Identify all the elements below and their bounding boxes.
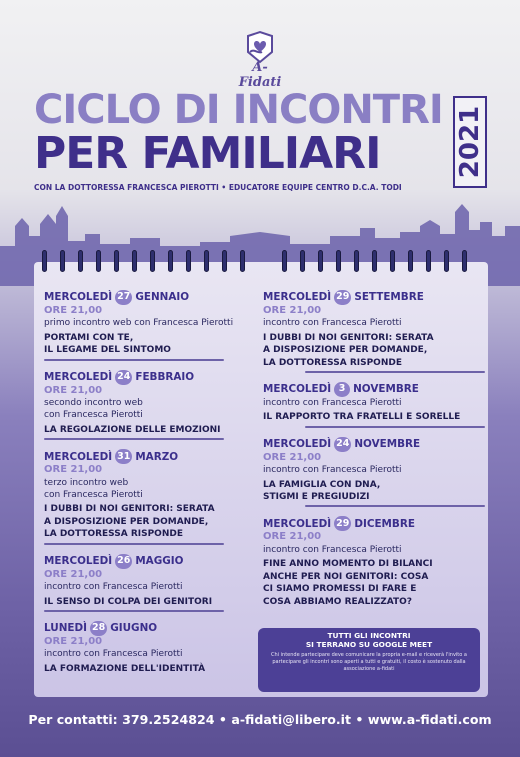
calendar-ring: [186, 250, 191, 272]
heart-hands-icon: [240, 30, 280, 64]
page-title-line1: CICLO DI INCONTRI: [34, 87, 443, 133]
event-description: secondo incontro web: [44, 398, 143, 409]
calendar-ring: [78, 250, 83, 272]
event-description: incontro con Francesca Pierotti: [263, 318, 402, 329]
event-description: incontro con Francesca Pierotti: [44, 582, 183, 593]
event-topic: [44, 332, 254, 357]
event-topic: [44, 503, 254, 540]
event-day-number: 26: [115, 554, 132, 569]
event-weekday: MERCOLEDÌ: [263, 291, 332, 304]
calendar-ring: [204, 250, 209, 272]
event-item: [44, 370, 254, 441]
event-topic: [44, 663, 254, 675]
event-date: [263, 382, 485, 397]
event-description: incontro con Francesca Pierotti: [263, 398, 402, 409]
calendar-ring: [462, 250, 467, 272]
event-day-number: 28: [90, 621, 107, 636]
event-topic-line: STIGMI E PREGIUDIZI: [263, 492, 370, 503]
calendar-ring: [354, 250, 359, 272]
event-item: [44, 621, 254, 675]
event-topic-line: IL LEGAME DEL SINTOMO: [44, 345, 171, 356]
event-day-number: 29: [334, 290, 351, 305]
event-topic-line: LA DOTTORESSA RISPONDE: [44, 529, 183, 540]
event-topic-line: A DISPOSIZIONE PER DOMANDE,: [263, 345, 428, 356]
event-time: ORE 21,00: [44, 384, 103, 396]
logo-text: A-Fidati: [238, 60, 282, 90]
calendar-ring: [132, 250, 137, 272]
year-badge: [453, 96, 487, 188]
event-divider: [305, 426, 485, 428]
calendar-ring: [240, 250, 245, 272]
event-month: NOVEMBRE: [353, 383, 419, 396]
note-title-line2: SI TERRANO SU GOOGLE MEET: [305, 640, 433, 649]
calendar-ring: [390, 250, 395, 272]
event-date: [44, 449, 254, 464]
calendar-ring: [426, 250, 431, 272]
event-topic-line: I DUBBI DI NOI GENITORI: SERATA: [263, 332, 434, 343]
event-topic-line: FINE ANNO MOMENTO DI BILANCI: [263, 559, 433, 570]
event-divider: [305, 505, 485, 507]
events-right-column: [263, 290, 485, 617]
event-topic-line: LA FAMIGLIA CON DNA,: [263, 479, 381, 490]
subtitle: CON LA DOTTORESSA FRANCESCA PIEROTTI • EDUCATORE EQUIPE CENTRO D.C.A. TODI: [34, 183, 402, 192]
event-day-number: 31: [115, 449, 132, 464]
event-item: [44, 449, 254, 544]
event-month: GIUGNO: [110, 622, 158, 635]
event-date: [44, 554, 254, 569]
calendar-ring: [444, 250, 449, 272]
event-month: NOVEMBRE: [354, 438, 421, 451]
calendar-ring: [318, 250, 323, 272]
event-item: [263, 516, 485, 607]
event-time: ORE 21,00: [263, 451, 322, 463]
event-description: terzo incontro web: [44, 477, 129, 488]
event-topic: [263, 411, 485, 423]
event-day-number: 3: [334, 382, 350, 397]
calendar-ring: [168, 250, 173, 272]
calendar-ring: [114, 250, 119, 272]
page-title-line2: PER FAMILIARI: [34, 128, 381, 179]
year-text: 2021: [455, 105, 485, 179]
event-topic: [263, 558, 485, 608]
calendar-ring: [96, 250, 101, 272]
calendar-ring: [372, 250, 377, 272]
event-topic-line: LA REGOLAZIONE DELLE EMOZIONI: [44, 424, 221, 435]
event-topic-line: LA DOTTORESSA RISPONDE: [263, 357, 402, 368]
event-topic-line: ANCHE PER NOI GENITORI: COSA: [263, 571, 429, 582]
event-topic: [44, 424, 254, 436]
event-day-number: 27: [115, 290, 132, 305]
event-weekday: MERCOLEDÌ: [44, 291, 113, 304]
event-description: primo incontro web con Francesca Pierotti: [44, 318, 234, 329]
event-date: [44, 621, 254, 636]
calendar-ring: [60, 250, 65, 272]
event-description: incontro con Francesca Pierotti: [263, 544, 402, 555]
event-topic-line: LA FORMAZIONE DELL'IDENTITÀ: [44, 663, 206, 674]
event-day-number: 24: [115, 370, 132, 385]
event-day-number: 24: [334, 437, 351, 452]
event-weekday: MERCOLEDÌ: [44, 370, 113, 383]
event-description: incontro con Francesca Pierotti: [44, 649, 183, 660]
event-item: [44, 290, 254, 361]
event-item: [263, 437, 485, 508]
event-divider: [44, 438, 224, 440]
event-month: DICEMBRE: [354, 517, 415, 530]
event-date: [44, 290, 254, 305]
calendar-ring: [282, 250, 287, 272]
event-weekday: MERCOLEDÌ: [263, 438, 332, 451]
event-topic: [263, 332, 485, 369]
calendar-ring: [150, 250, 155, 272]
event-item: [44, 554, 254, 612]
event-description: con Francesca Pierotti: [44, 410, 143, 421]
event-weekday: MERCOLEDÌ: [44, 450, 113, 463]
event-day-number: 29: [334, 516, 351, 531]
event-month: MAGGIO: [135, 554, 184, 567]
event-topic-line: CI SIAMO PROMESSI DI FARE E: [263, 584, 417, 595]
event-topic-line: IL SENSO DI COLPA DEI GENITORI: [44, 596, 213, 607]
event-month: FEBBRAIO: [135, 370, 195, 383]
event-date: [263, 290, 485, 305]
calendar-ring: [300, 250, 305, 272]
event-time: ORE 21,00: [44, 635, 103, 647]
event-weekday: MERCOLEDÌ: [263, 517, 332, 530]
event-description: incontro con Francesca Pierotti: [263, 465, 402, 476]
event-weekday: MERCOLEDÌ: [44, 554, 113, 567]
note-title-line1: TUTTI GLI INCONTRI: [327, 631, 411, 640]
event-time: ORE 21,00: [263, 531, 322, 543]
event-weekday: LUNEDÌ: [44, 622, 87, 635]
logo: [232, 30, 288, 88]
event-topic-line: COSA ABBIAMO REALIZZATO?: [263, 596, 413, 607]
event-topic: [263, 479, 485, 504]
event-topic: [44, 596, 254, 608]
event-time: ORE 21,00: [263, 305, 322, 316]
event-time: ORE 21,00: [44, 464, 103, 476]
calendar-ring: [42, 250, 47, 272]
event-date: [44, 370, 254, 385]
event-date: [263, 437, 485, 452]
event-item: [263, 290, 485, 373]
event-topic-line: IL RAPPORTO TRA FRATELLI E SORELLE: [263, 412, 461, 423]
calendar-ring: [222, 250, 227, 272]
event-divider: [305, 371, 485, 373]
event-month: MARZO: [135, 450, 179, 463]
event-month: SETTEMBRE: [354, 291, 424, 304]
contacts-footer[interactable]: Per contatti: 379.2524824 • a-fidati@libero.it • www.a-fidati.com: [28, 712, 492, 727]
event-weekday: MERCOLEDÌ: [263, 383, 332, 396]
calendar-ring: [336, 250, 341, 272]
calendar-rings: [34, 250, 488, 278]
event-item: [263, 382, 485, 428]
event-divider: [44, 359, 224, 361]
event-topic-line: A DISPOSIZIONE PER DOMANDE,: [44, 516, 209, 527]
google-meet-note: [258, 628, 480, 692]
event-topic-line: PORTAMI CON TE,: [44, 332, 134, 343]
event-topic-line: I DUBBI DI NOI GENITORI: SERATA: [44, 504, 215, 515]
event-description: con Francesca Pierotti: [44, 490, 143, 501]
event-divider: [44, 610, 224, 612]
event-month: GENNAIO: [135, 291, 190, 304]
event-divider: [44, 543, 224, 545]
events-left-column: [44, 290, 254, 684]
note-body: Chi intende partecipare deve comunicare la propria e-mail e riceverà l'invito a partecipare gli incontri sono aperti a tutti e gratuiti, il costo è sostenuto dalla associazione a-fidati: [271, 652, 467, 672]
event-date: [263, 516, 485, 531]
calendar-ring: [408, 250, 413, 272]
event-time: ORE 21,00: [44, 568, 103, 580]
event-time: ORE 21,00: [44, 305, 103, 316]
